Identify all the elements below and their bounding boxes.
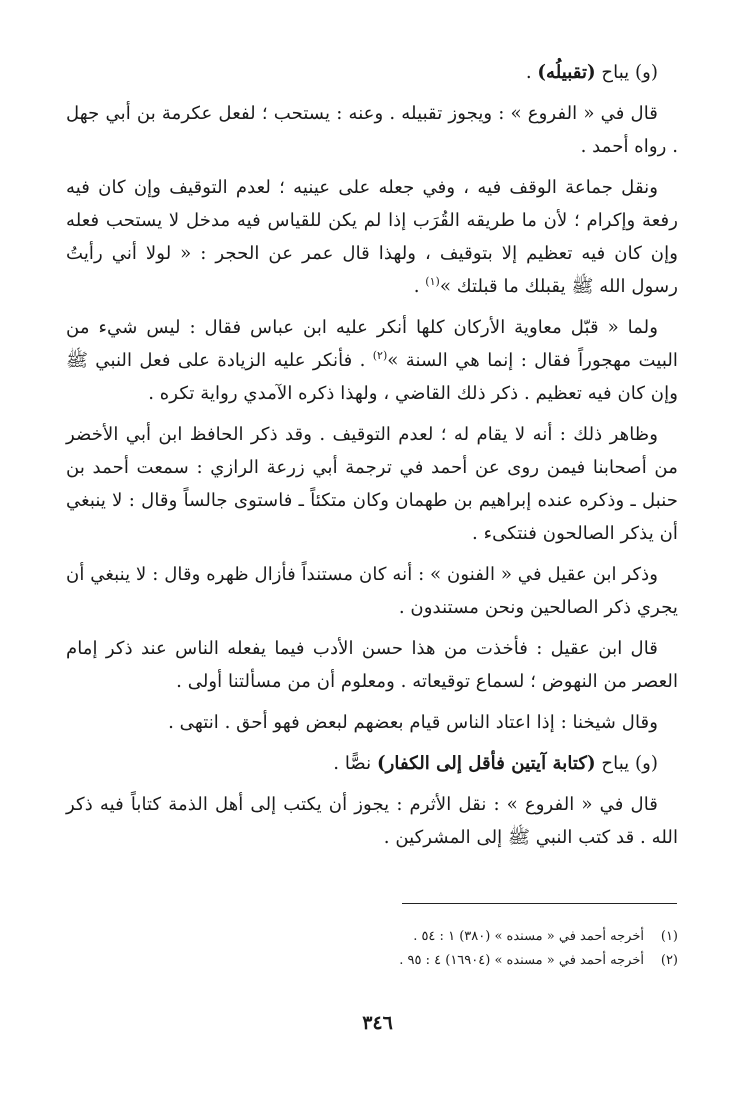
paragraph-2: ونقل جماعة الوقف فيه ، وفي جعله على عينيه ؛ لعدم التوقيف وإن كان فيه رفعة وإكرام ؛ لأن ما طريقه القُرَب إذا لم يكن للقياس فيه مدخل لا يستحب فعله وإن كان فيه تعظيم إلا بتوقيف ، ولهذا قال عمر عن الحجر : « لولا أني رأيتُ رسول الله ﷺ يقبلك ما قبلتك »: [66, 177, 678, 297]
section-heading-kissing: [66, 56, 678, 89]
page-number: ٣٤٦: [362, 1012, 393, 1034]
heading2-bold-term: (كتابة آيتين فأقل إلى الكفار): [377, 753, 596, 774]
footnote-number: (٢): [660, 953, 678, 968]
heading-suffix: .: [525, 62, 538, 83]
heading-prefix: (و) يباح: [595, 62, 658, 83]
footnotes: [66, 925, 678, 973]
paragraph-2-end: .: [413, 276, 426, 297]
heading2-suffix: نصًّا .: [333, 753, 378, 774]
paragraph-7: وقال شيخنا : إذا اعتاد الناس قيام بعضهم لبعض فهو أحق . انتهى .: [168, 712, 658, 733]
paragraph-4: وظاهر ذلك : أنه لا يقام له ؛ لعدم التوقيف . وقد ذكر الحافظ ابن أبي الأخضر من أصحابنا فيمن روى عن أحمد في ترجمة أبي زرعة الرازي : سمعت أحمد بن حنبل ـ وذكره عنده إبراهيم بن طهمان وكان متكئاً ـ فاستوى جالساً وقال : لا ينبغي أن يذكر الصالحون فنتكىء .: [66, 424, 678, 544]
section-heading-writing: [66, 747, 678, 780]
paragraph-2-wrapper: [66, 171, 678, 303]
paragraph-5: وذكر ابن عقيل في « الفنون » : أنه كان مستنداً فأزال ظهره وقال : لا ينبغي أن يجري ذكر الصالحين ونحن مستندون .: [66, 564, 678, 618]
paragraph-8: قال في « الفروع » : نقل الأثرم : يجوز أن يكتب إلى أهل الذمة كتاباً فيه ذكر الله . قد كتب النبي ﷺ إلى المشركين .: [66, 794, 678, 848]
paragraph-3-tail: . فأنكر عليه الزيادة على فعل النبي ﷺ وإن كان فيه تعظيم . ذكر ذلك القاضي ، ولهذا ذكره الآمدي رواية تكره .: [66, 350, 678, 404]
heading-bold-term: (تقبيلُه): [537, 62, 596, 83]
footnote-ref-2: (٢): [372, 348, 388, 362]
paragraph-1: قال في « الفروع » : ويجوز تقبيله . وعنه : يستحب ؛ لفعل عكرمة بن أبي جهل . رواه أحمد .: [66, 103, 678, 157]
page-body: [66, 56, 678, 862]
heading2-prefix: (و) يباح: [595, 753, 658, 774]
footnote-number: (١): [660, 929, 678, 944]
footnote-1: [66, 925, 678, 949]
footnote-2: [66, 949, 678, 973]
footnote-ref-1: (١): [425, 274, 440, 288]
paragraph-6: قال ابن عقيل : فأخذت من هذا حسن الأدب فيما يفعله الناس عند ذكر إمام العصر من النهوض ؛ لسماع توقيعاته . ومعلوم أن من مسألتنا أولى .: [66, 638, 678, 692]
footnote-divider: [402, 903, 677, 904]
paragraph-3-wrapper: [66, 311, 678, 410]
footnote-text: أخرجه أحمد في « مسنده » (١٦٩٠٤) ٤ : ٩٥ .: [399, 953, 644, 968]
footnote-text: أخرجه أحمد في « مسنده » (٣٨٠) ١ : ٥٤ .: [413, 929, 644, 944]
paragraph-3: ولما « قبّل معاوية الأركان كلها أنكر عليه ابن عباس فقال : ليس شيء من البيت مهجوراً فقال : إنما هي السنة »: [66, 317, 678, 371]
